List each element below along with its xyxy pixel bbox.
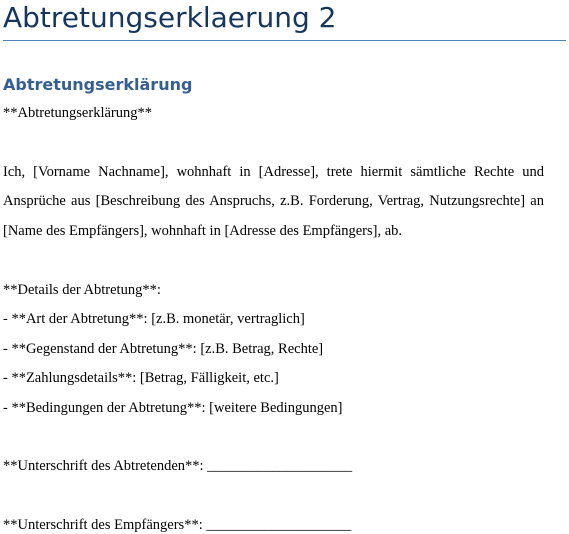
- details-item-conditions: - **Bedingungen der Abtretung**: [weitere Bedingungen]: [3, 400, 343, 416]
- signature-assignor-line: **Unterschrift des Abtretenden**: ____________________: [3, 458, 353, 474]
- details-item-type: - **Art der Abtretung**: [z.B. monetär, vertraglich]: [3, 311, 305, 327]
- title-divider: [3, 40, 566, 41]
- details-heading: **Details der Abtretung**:: [3, 282, 161, 298]
- intro-line-3: [Name des Empfängers], wohnhaft in [Adresse des Empfängers], ab.: [3, 223, 403, 239]
- details-item-subject: - **Gegenstand der Abtretung**: [z.B. Betrag, Rechte]: [3, 341, 324, 357]
- intro-line-2: Ansprüche aus [Beschreibung des Anspruchs, z.B. Forderung, Vertrag, Nutzungsrechte] an: [3, 193, 544, 209]
- intro-line-1: Ich, [Vorname Nachname], wohnhaft in [Adresse], trete hiermit sämtliche Rechte und: [3, 164, 544, 180]
- details-item-payment: - **Zahlungsdetails**: [Betrag, Fälligkeit, etc.]: [3, 370, 279, 386]
- document-title: Abtretungserklaerung 2: [3, 1, 337, 34]
- section-heading: Abtretungserklärung: [3, 75, 193, 94]
- bold-label-line: **Abtretungserklärung**: [3, 105, 152, 121]
- signature-recipient-line: **Unterschrift des Empfängers**: ____________________: [3, 517, 352, 533]
